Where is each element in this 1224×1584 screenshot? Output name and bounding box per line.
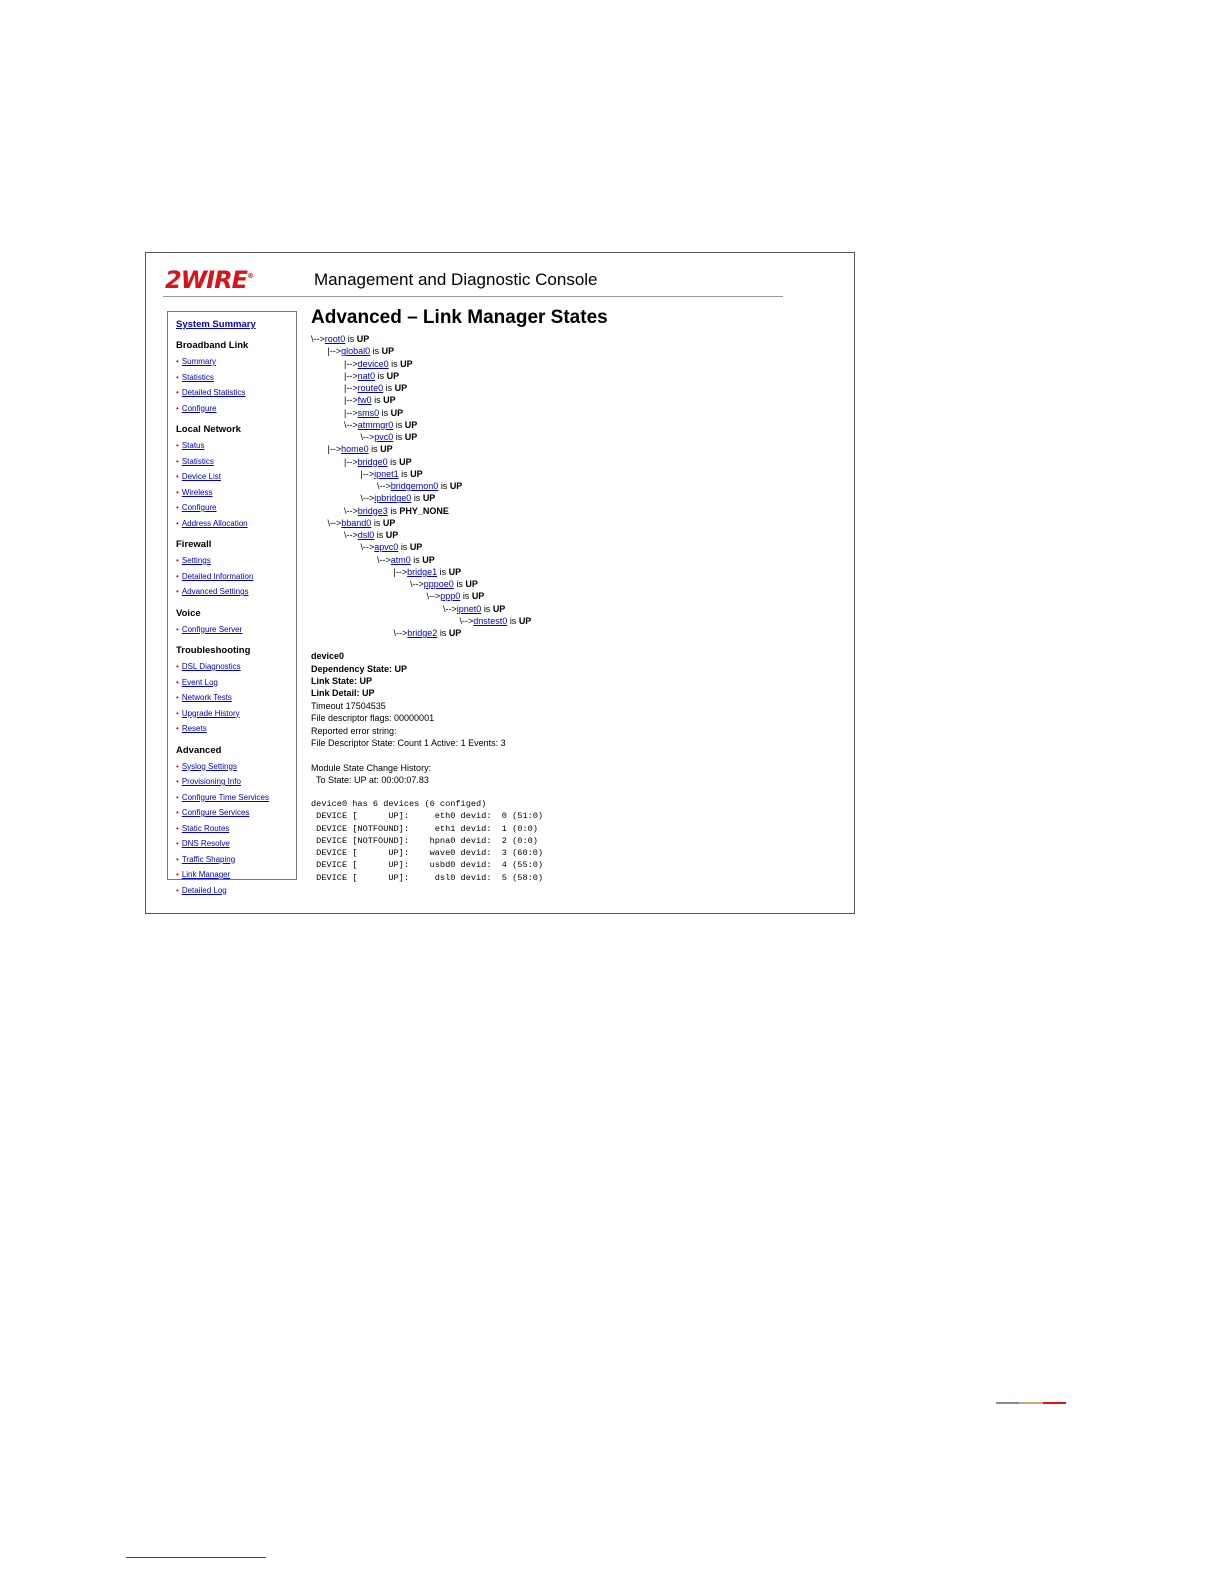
sidebar-item-summary [176, 354, 296, 370]
sidebar-nav [167, 311, 297, 895]
tree-node-state: is UP [400, 542, 423, 553]
sidebar-link-link-manager[interactable]: Link Manager [181, 870, 231, 879]
link-state: Link State: UP [311, 676, 373, 687]
bullet-icon: • [176, 839, 179, 848]
sidebar-section-voice [176, 608, 296, 638]
sidebar-link-device-list[interactable]: Device List [181, 472, 221, 481]
tree-link-route0[interactable]: route0 [357, 383, 384, 393]
bullet-icon: • [176, 518, 179, 528]
tree-link-dnstest0[interactable]: dnstest0 [473, 615, 508, 626]
tree-node-state: is UP [390, 456, 412, 467]
bullet-icon: • [176, 792, 179, 802]
tree-link-bridge0[interactable]: bridge0 [357, 456, 388, 467]
tree-link-dsl0[interactable]: dsl0 [357, 530, 375, 540]
sidebar-item-statistics [176, 454, 296, 470]
tree-branch: \--> [344, 419, 358, 430]
tree-node [311, 603, 831, 615]
tree-link-bridge2[interactable]: bridge2 [407, 628, 438, 638]
tree-branch: |--> [344, 407, 358, 418]
tree-branch: |--> [344, 383, 358, 393]
tree-branch: \--> [360, 493, 375, 504]
tree-node-state: is UP [395, 432, 418, 442]
sidebar-item-configure-services [176, 805, 296, 821]
sidebar-item-traffic-shaping [176, 852, 296, 868]
bullet-icon: • [176, 854, 179, 864]
tree-node [311, 419, 831, 431]
sidebar-link-advanced-settings[interactable]: Advanced Settings [181, 587, 249, 596]
tree-node [311, 358, 831, 370]
tree-branch: |--> [344, 358, 358, 369]
dependency-state: Dependency State: UP [311, 663, 408, 674]
tree-node-state: is UP [401, 468, 423, 479]
tree-link-ppp0[interactable]: ppp0 [440, 591, 461, 602]
sidebar-link-configure-server[interactable]: Configure Server [181, 624, 243, 634]
sidebar-item-event-log [176, 675, 296, 691]
sidebar-link-address-allocation[interactable]: Address Allocation [181, 518, 248, 528]
bullet-icon: • [176, 503, 179, 512]
tree-node [311, 627, 831, 639]
bullet-icon: • [176, 403, 179, 413]
sidebar-link-provisioning-info[interactable]: Provisioning Info [181, 777, 241, 786]
sidebar-link-detailed-information[interactable]: Detailed Information [181, 571, 254, 581]
sidebar-item-address-allocation [176, 516, 296, 532]
tree-link-sms0[interactable]: sms0 [357, 407, 380, 418]
tree-node-state: is UP [376, 530, 399, 540]
bullet-icon: • [176, 441, 179, 450]
sidebar-link-configure-services[interactable]: Configure Services [181, 808, 250, 817]
tree-node [311, 382, 831, 394]
tree-node-state: is UP [440, 481, 463, 491]
sidebar-link-network-tests[interactable]: Network Tests [181, 693, 232, 702]
bullet-icon: • [176, 823, 179, 833]
tree-node-state: is UP [347, 334, 370, 344]
console-title: Management and Diagnostic Console [314, 270, 598, 289]
tree-branch: |--> [393, 566, 408, 577]
bullet-icon: • [176, 808, 179, 817]
tree-link-pppoe0[interactable]: pppoe0 [423, 579, 454, 589]
color-accent-bar [996, 1402, 1066, 1404]
sidebar-item-link-manager [176, 867, 296, 883]
sidebar-item-provisioning-info [176, 774, 296, 790]
sidebar-link-summary[interactable]: Summary [181, 357, 217, 366]
sidebar-link-configure-time-services[interactable]: Configure Time Services [181, 792, 269, 802]
sidebar-section-troubleshooting [176, 645, 296, 737]
bullet-icon: • [176, 357, 179, 366]
tree-node-state: is UP [413, 554, 435, 565]
bullet-icon: • [176, 662, 179, 671]
device-list [311, 798, 831, 884]
console-screenshot [145, 252, 855, 914]
sidebar-item-dsl-diagnostics [176, 659, 296, 675]
sidebar-item-detailed-information [176, 569, 296, 585]
sidebar-link-wireless[interactable]: Wireless [181, 487, 213, 497]
sidebar-item-detailed-log [176, 883, 296, 899]
sidebar-link-syslog-settings[interactable]: Syslog Settings [181, 761, 237, 771]
tree-branch: |--> [327, 444, 342, 455]
bullet-icon: • [176, 870, 179, 879]
sidebar-item-configure [176, 500, 296, 516]
bullet-icon: • [176, 693, 179, 702]
tree-link-root0[interactable]: root0 [324, 334, 346, 344]
tree-node [311, 505, 831, 517]
bullet-icon: • [176, 708, 179, 718]
tree-node [311, 578, 831, 590]
sidebar-link-configure[interactable]: Configure [181, 403, 217, 413]
sidebar-item-wireless [176, 485, 296, 501]
tree-node [311, 407, 831, 419]
sidebar-heading: Voice [176, 607, 201, 619]
tree-branch: \--> [344, 530, 358, 540]
tree-link-ipbridge0[interactable]: ipbridge0 [374, 493, 412, 504]
sidebar-item-static-routes [176, 821, 296, 837]
sidebar-link-dsl-diagnostics[interactable]: DSL Diagnostics [181, 662, 241, 671]
tree-branch: \--> [443, 603, 457, 614]
2wire-logo: 2WIRE® [165, 266, 253, 294]
sidebar-section-firewall [176, 539, 296, 600]
sidebar-link-static-routes[interactable]: Static Routes [181, 823, 230, 833]
header-divider [163, 296, 783, 297]
bullet-icon: • [176, 472, 179, 481]
tree-branch: \--> [327, 517, 342, 528]
tree-branch: |--> [344, 395, 358, 406]
tree-link-atm0[interactable]: atm0 [390, 554, 411, 565]
sidebar-link-detailed-statistics[interactable]: Detailed Statistics [181, 388, 246, 397]
footnote-separator [126, 1557, 266, 1558]
device-list-header: device0 has 6 devices (6 configed) [311, 798, 487, 809]
sidebar-item-network-tests [176, 690, 296, 706]
tree-node-state: is UP [462, 591, 485, 602]
sidebar-item-device-list [176, 469, 296, 485]
sidebar-link-dns-resolve[interactable]: DNS Resolve [181, 839, 230, 848]
sidebar-heading: Broadband Link [176, 340, 249, 351]
tree-link-ipnet0[interactable]: ipnet0 [456, 603, 482, 614]
tree-node [311, 492, 831, 504]
tree-branch: \--> [311, 334, 325, 344]
tree-node-state: is UP [456, 579, 478, 589]
tree-node [311, 480, 831, 492]
tree-node-state: is UP [483, 603, 506, 614]
tree-link-bridge1[interactable]: bridge1 [407, 566, 438, 577]
tree-node-state: is UP [439, 566, 462, 577]
tree-branch: \--> [410, 579, 424, 589]
bullet-icon: • [176, 372, 179, 382]
bullet-icon: • [176, 885, 179, 895]
sidebar-heading: Advanced [176, 744, 222, 756]
sidebar-item-resets [176, 721, 296, 737]
tree-branch: \--> [360, 542, 375, 553]
tree-branch: \--> [459, 615, 474, 626]
sidebar-link-detailed-log[interactable]: Detailed Log [181, 885, 227, 895]
device-row: DEVICE [ UP]: dsl0 devid: 5 (58:0) [311, 872, 544, 883]
tree-link-ipnet1[interactable]: ipnet1 [374, 468, 399, 479]
sidebar-item-syslog-settings [176, 759, 296, 775]
sidebar-item-dns-resolve [176, 836, 296, 852]
device-details [311, 650, 831, 749]
tree-branch: |--> [360, 468, 375, 479]
bullet-icon: • [176, 624, 179, 634]
sidebar-link-event-log[interactable]: Event Log [181, 677, 218, 687]
tree-node [311, 394, 831, 406]
tree-node [311, 529, 831, 541]
tree-node [311, 566, 831, 578]
accent-segment [1043, 1402, 1066, 1404]
tree-link-fw0[interactable]: fw0 [357, 395, 372, 406]
bullet-icon: • [176, 388, 179, 397]
bullet-icon: • [176, 456, 179, 466]
tree-node-state: is UP [371, 444, 393, 455]
tree-branch: \--> [344, 505, 358, 516]
tree-link-bridgemon0[interactable]: bridgemon0 [390, 481, 439, 491]
tree-node-state: is UP [372, 346, 395, 357]
tree-node [311, 590, 831, 602]
sidebar-link-status[interactable]: Status [181, 441, 205, 450]
tree-node [311, 443, 831, 455]
tree-branch: \--> [360, 432, 375, 442]
tree-link-pvc0[interactable]: pvc0 [374, 432, 394, 442]
tree-node-state: is UP [413, 493, 436, 504]
sidebar-section-advanced [176, 745, 296, 899]
sidebar-item-upgrade-history [176, 706, 296, 722]
tree-branch: \--> [393, 628, 408, 638]
bullet-icon: • [176, 571, 179, 581]
sidebar-heading: Local Network [176, 424, 241, 435]
tree-node-state: is UP [385, 383, 408, 393]
tree-node-state: is UP [377, 370, 400, 381]
tree-node [311, 615, 831, 627]
tree-node-state: is UP [509, 615, 532, 626]
sidebar-item-statistics [176, 370, 296, 386]
bullet-icon: • [176, 677, 179, 687]
tree-link-home0[interactable]: home0 [341, 444, 369, 455]
tree-node [311, 333, 831, 345]
bullet-icon: • [176, 777, 179, 786]
sidebar-link-statistics[interactable]: Statistics [181, 372, 214, 382]
sidebar-section-local-network [176, 424, 296, 531]
tree-branch: |--> [344, 456, 358, 467]
device-row: DEVICE [NOTFOUND]: hpna0 devid: 2 (0:0) [311, 835, 538, 846]
link-manager-tree [311, 333, 831, 639]
sidebar-item-configure [176, 401, 296, 417]
state-change-history [311, 762, 831, 786]
tree-node [311, 370, 831, 382]
sidebar-link-resets[interactable]: Resets [181, 724, 207, 733]
sidebar-heading: Troubleshooting [176, 645, 251, 656]
bullet-icon: • [176, 587, 179, 596]
device-rows [311, 810, 831, 884]
history-entry: To State: UP at: 00:00:07.83 [316, 774, 429, 785]
tree-node [311, 541, 831, 553]
main-content [311, 307, 831, 884]
fd-flags: File descriptor flags: 00000001 [311, 713, 435, 724]
tree-link-nat0[interactable]: nat0 [357, 370, 376, 381]
tree-link-bband0[interactable]: bband0 [341, 517, 372, 528]
history-title: Module State Change History: [311, 762, 432, 773]
fd-state: File Descriptor State: Count 1 Active: 1 Events: 3 [311, 738, 506, 749]
tree-branch: \--> [426, 591, 441, 602]
bullet-icon: • [176, 761, 179, 771]
tree-node-state: is UP [381, 407, 404, 418]
sidebar-heading: Firewall [176, 539, 212, 550]
sidebar-item-detailed-statistics [176, 385, 296, 401]
tree-node-state: is UP [395, 419, 418, 430]
sidebar-item-advanced-settings [176, 584, 296, 600]
device-row: DEVICE [ UP]: usbd0 devid: 4 (55:0) [311, 860, 544, 871]
tree-node [311, 431, 831, 443]
sidebar-section-broadband-link [176, 340, 296, 416]
tree-node-state: is PHY_NONE [390, 505, 449, 516]
tree-node-state: is UP [439, 628, 462, 638]
sidebar-link-statistics[interactable]: Statistics [181, 456, 214, 466]
accent-segment [996, 1402, 1019, 1404]
tree-node-state: is UP [391, 358, 413, 369]
reported-error: Reported error string: [311, 725, 397, 736]
sidebar-link-upgrade-history[interactable]: Upgrade History [181, 708, 240, 718]
tree-node [311, 468, 831, 480]
tree-node [311, 517, 831, 529]
bullet-icon: • [176, 556, 179, 565]
sidebar-link-configure[interactable]: Configure [181, 503, 217, 512]
link-detail: Link Detail: UP [311, 688, 375, 699]
system-summary-link[interactable]: System Summary [176, 319, 256, 330]
device-name: device0 [311, 651, 345, 662]
bullet-icon: • [176, 487, 179, 497]
tree-link-atmmgr0[interactable]: atmmgr0 [357, 419, 394, 430]
timeout: Timeout 17504535 [311, 700, 386, 711]
tree-branch: \--> [377, 554, 391, 565]
tree-node-state: is UP [374, 395, 396, 406]
tree-node [311, 554, 831, 566]
sidebar-link-traffic-shaping[interactable]: Traffic Shaping [181, 854, 236, 864]
tree-link-device0[interactable]: device0 [357, 358, 389, 369]
sidebar-item-status [176, 438, 296, 454]
sidebar-link-settings[interactable]: Settings [181, 556, 211, 565]
sidebar-item-settings [176, 553, 296, 569]
device-row: DEVICE [ UP]: wave0 devid: 3 (60:0) [311, 848, 544, 859]
page-title: Advanced – Link Manager States [311, 307, 608, 328]
sidebar-sections [176, 340, 296, 898]
sidebar-item-configure-time-services [176, 790, 296, 806]
bullet-icon: • [176, 724, 179, 733]
tree-link-bridge3[interactable]: bridge3 [357, 505, 388, 516]
device-row: DEVICE [NOTFOUND]: eth1 devid: 1 (0:0) [311, 823, 538, 834]
tree-node [311, 345, 831, 357]
tree-branch: \--> [377, 481, 391, 491]
tree-link-apvc0[interactable]: apvc0 [374, 542, 399, 553]
tree-branch: |--> [344, 370, 358, 381]
sidebar-item-configure-server [176, 622, 296, 638]
tree-link-global0[interactable]: global0 [341, 346, 371, 357]
accent-segment [1019, 1402, 1042, 1404]
tree-node [311, 456, 831, 468]
tree-node-state: is UP [373, 517, 396, 528]
tree-branch: |--> [327, 346, 342, 357]
device-row: DEVICE [ UP]: eth0 devid: 0 (51:0) [311, 811, 544, 822]
